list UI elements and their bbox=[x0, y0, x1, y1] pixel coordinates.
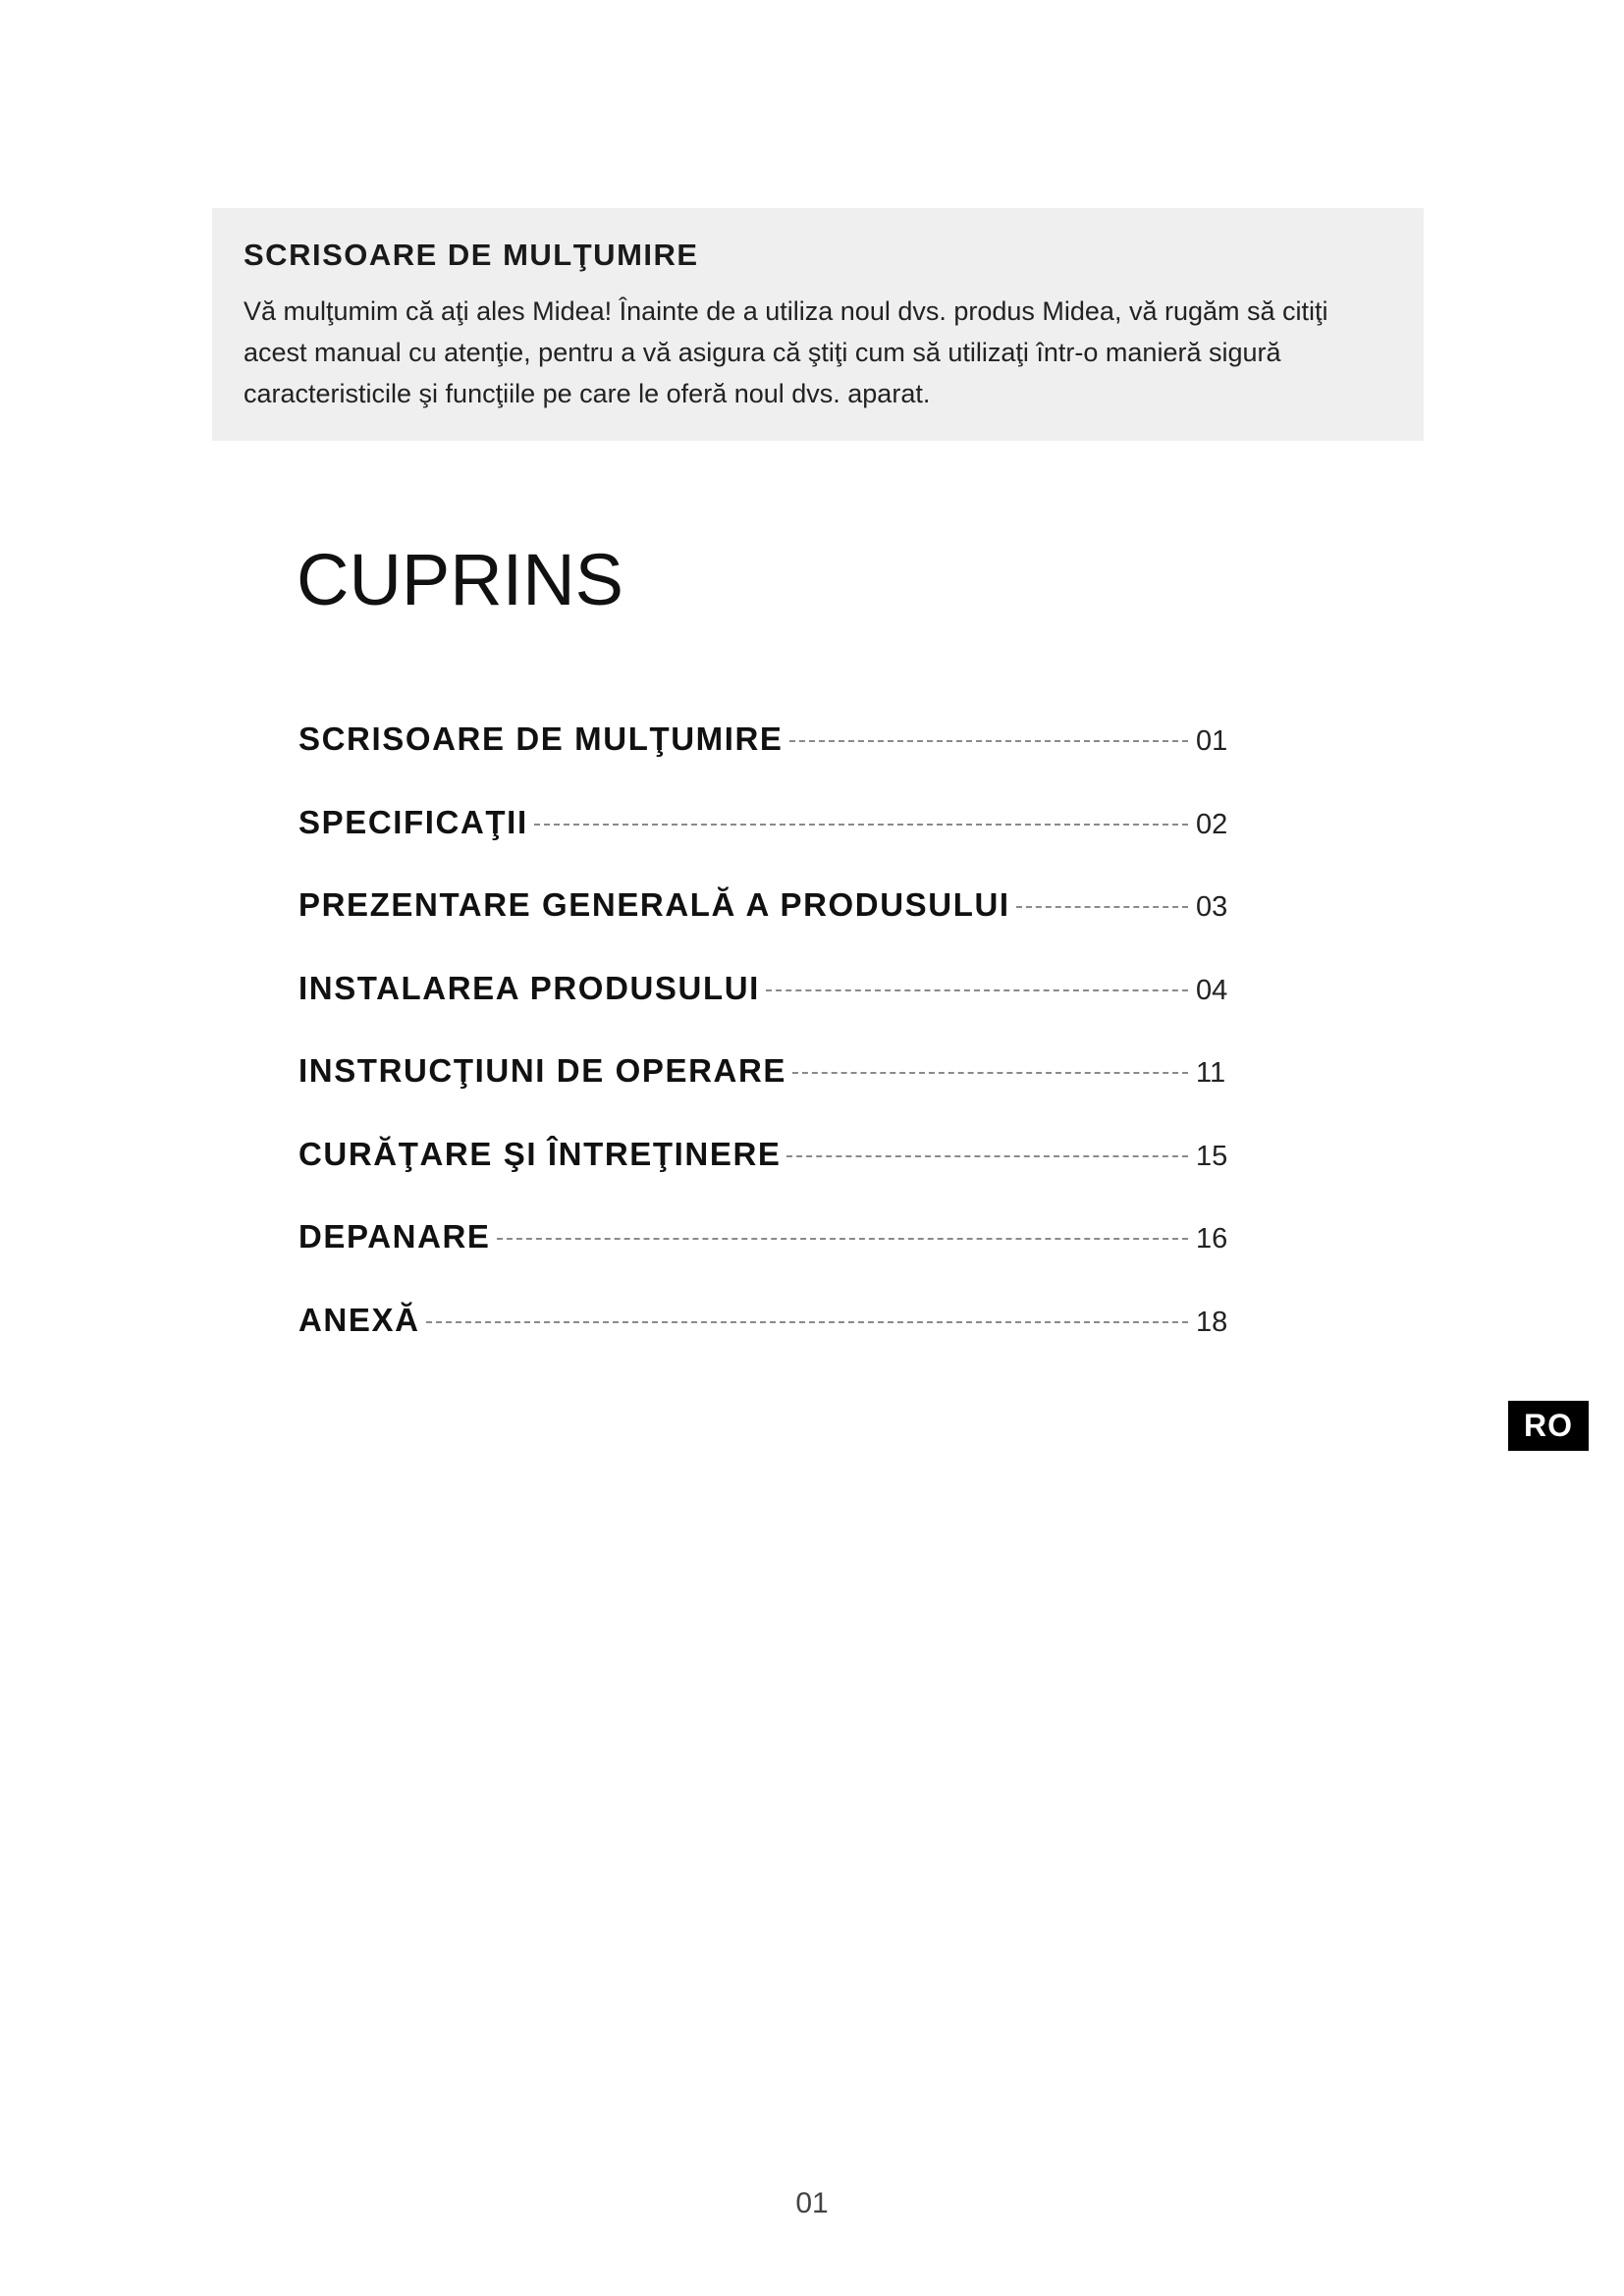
toc-entry-label: PREZENTARE GENERALĂ A PRODUSULUI bbox=[298, 886, 1010, 923]
toc-leader-line bbox=[426, 1321, 1188, 1323]
toc-entry-specifications[interactable] bbox=[298, 804, 1241, 887]
toc-entry-label: INSTRUCŢIUNI DE OPERARE bbox=[298, 1052, 786, 1089]
toc-entry-annex[interactable] bbox=[298, 1302, 1241, 1385]
toc-leader-line bbox=[497, 1238, 1188, 1240]
toc-entry-page: 04 bbox=[1196, 974, 1228, 1006]
toc-leader-line bbox=[792, 1072, 1188, 1074]
toc-entry-product-overview[interactable] bbox=[298, 886, 1241, 970]
thank-you-title: SCRISOARE DE MULŢUMIRE bbox=[244, 238, 699, 272]
toc-entry-label: DEPANARE bbox=[298, 1218, 491, 1255]
toc-entry-page: 03 bbox=[1196, 891, 1228, 923]
toc-entry-operating-instructions[interactable] bbox=[298, 1052, 1241, 1136]
toc-entry-page: 18 bbox=[1196, 1306, 1228, 1338]
toc-entry-troubleshooting[interactable] bbox=[298, 1218, 1241, 1302]
toc-entry-page: 16 bbox=[1196, 1223, 1228, 1255]
table-of-contents-heading: CUPRINS bbox=[297, 539, 624, 620]
language-tag: RO bbox=[1508, 1401, 1589, 1451]
toc-entry-label: SCRISOARE DE MULŢUMIRE bbox=[298, 721, 784, 757]
toc-entry-page: 01 bbox=[1196, 725, 1228, 757]
table-of-contents bbox=[298, 721, 1241, 1384]
thank-you-letter-box bbox=[212, 208, 1424, 441]
toc-entry-label: INSTALAREA PRODUSULUI bbox=[298, 969, 760, 1006]
toc-leader-line bbox=[789, 740, 1188, 742]
toc-entry-cleaning-maintenance[interactable] bbox=[298, 1136, 1241, 1219]
thank-you-text: Vă mulţumim că aţi ales Midea! Înainte de a utiliza noul dvs. produs Midea, vă rugăm să citiţi acest manual cu atenţie, pentru a vă asigura că ştiţi cum să utilizaţi într-o manieră sigură caracteristicile şi funcţiile pe care le oferă noul dvs. aparat. bbox=[244, 296, 1328, 408]
toc-entry-page: 11 bbox=[1196, 1057, 1226, 1089]
toc-entry-page: 15 bbox=[1196, 1140, 1228, 1172]
toc-entry-installation[interactable] bbox=[298, 970, 1241, 1053]
toc-entry-label: ANEXĂ bbox=[298, 1301, 420, 1338]
toc-entry-label: CURĂŢARE ŞI ÎNTREŢINERE bbox=[298, 1135, 782, 1172]
page-number: 01 bbox=[795, 2187, 829, 2219]
toc-leader-line bbox=[766, 989, 1188, 991]
toc-leader-line bbox=[534, 824, 1188, 826]
toc-leader-line bbox=[1016, 906, 1188, 908]
toc-leader-line bbox=[786, 1155, 1188, 1157]
toc-entry-label: SPECIFICAŢII bbox=[298, 803, 528, 840]
toc-entry-thank-you-letter[interactable] bbox=[298, 721, 1241, 804]
toc-entry-page: 02 bbox=[1196, 808, 1228, 840]
